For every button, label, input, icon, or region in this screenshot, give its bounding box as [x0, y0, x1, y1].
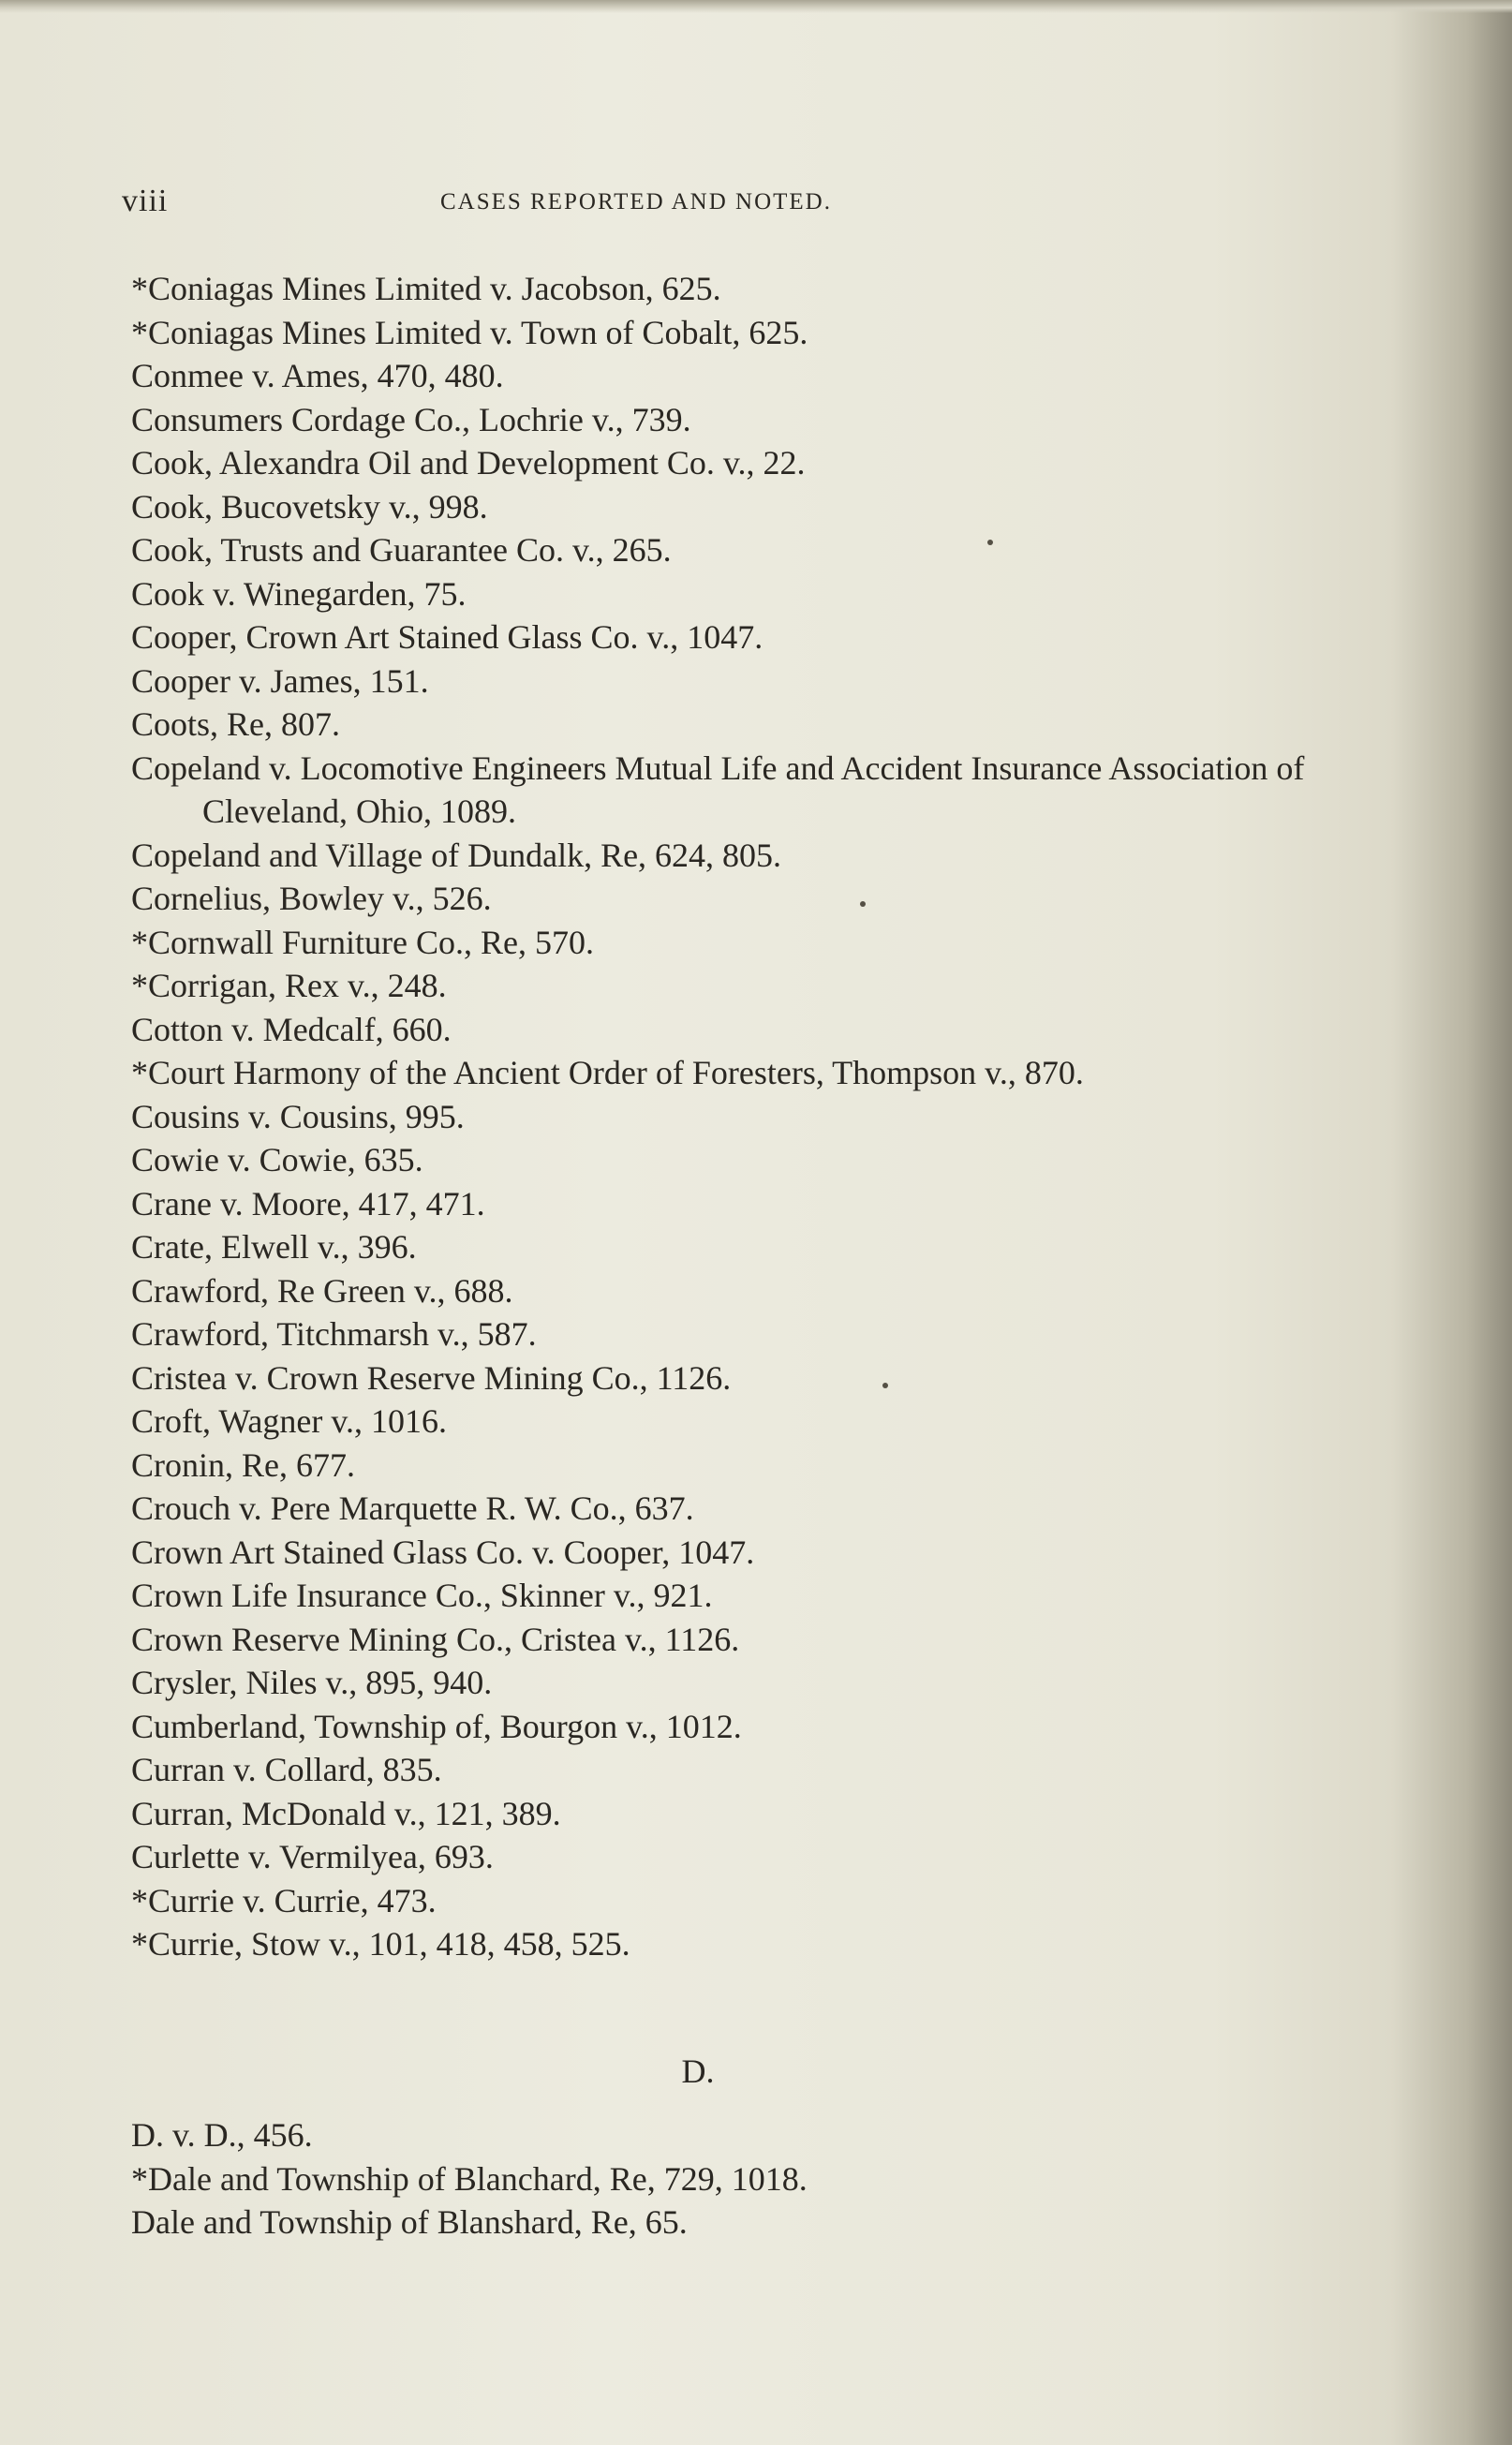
case-list: [131, 267, 1305, 1966]
case-entry: *Currie v. Currie, 473.: [131, 1881, 437, 1919]
running-head: CASES REPORTED AND NOTED.: [440, 189, 832, 215]
case-entry: Dale and Township of Blanshard, Re, 65.: [131, 2203, 688, 2241]
case-entry: *Court Harmony of the Ancient Order of Foresters, Thompson v., 870.: [131, 1054, 1084, 1091]
case-entry: Crown Art Stained Glass Co. v. Cooper, 1047.: [131, 1533, 755, 1571]
case-entry: *Currie, Stow v., 101, 418, 458, 525.: [131, 1925, 630, 1963]
case-entry: Cooper, Crown Art Stained Glass Co. v., 1047.: [131, 618, 763, 656]
case-entry: Cooper v. James, 151.: [131, 661, 429, 700]
case-entry: Cook, Alexandra Oil and Development Co. v., 22.: [131, 444, 806, 482]
case-entry: Cowie v. Cowie, 635.: [131, 1141, 423, 1178]
ink-speck: [860, 901, 866, 907]
case-entry: Crysler, Niles v., 895, 940.: [131, 1664, 493, 1701]
case-entry: *Corrigan, Rex v., 248.: [131, 967, 447, 1004]
section-d: [131, 2050, 1255, 2245]
case-entry: Crawford, Re Green v., 688.: [131, 1271, 513, 1310]
case-entry: Croft, Wagner v., 1016.: [131, 1402, 448, 1440]
case-entry: Cornelius, Bowley v., 526.: [131, 880, 492, 917]
case-entry: Crawford, Titchmarsh v., 587.: [131, 1315, 537, 1353]
case-entry: Cronin, Re, 677.: [131, 1445, 355, 1484]
case-entry: Cotton v. Medcalf, 660.: [131, 1010, 452, 1048]
page-header: [122, 184, 1246, 230]
case-entry: D. v. D., 456.: [131, 2116, 313, 2154]
case-entry: Cousins v. Cousins, 995.: [131, 1097, 465, 1135]
case-entry: Cristea v. Crown Reserve Mining Co., 1126.: [131, 1358, 732, 1397]
case-entry: Cumberland, Township of, Bourgon v., 1012.: [131, 1707, 742, 1745]
case-entry: *Coniagas Mines Limited v. Jacobson, 625.: [131, 270, 721, 307]
case-entry: Crown Reserve Mining Co., Cristea v., 1126.: [131, 1620, 740, 1658]
case-entry: Coots, Re, 807.: [131, 705, 341, 743]
case-entry: Consumers Cordage Co., Lochrie v., 739.: [131, 400, 691, 438]
case-entry: Copeland v. Locomotive Engineers Mutual Life and Accident Insurance Association of Cleveland, Ohio, 1089.: [131, 748, 1305, 830]
page-number: viii: [122, 184, 169, 218]
section-heading: D.: [681, 2052, 715, 2090]
ink-speck: [987, 540, 993, 545]
case-entry: Cook v. Winegarden, 75.: [131, 574, 467, 613]
case-entry: Conmee v. Ames, 470, 480.: [131, 357, 504, 394]
case-entry: Curran, McDonald v., 121, 389.: [131, 1794, 561, 1832]
case-entry: Crane v. Moore, 417, 471.: [131, 1184, 485, 1222]
case-entry: *Dale and Township of Blanchard, Re, 729, 1018.: [131, 2159, 808, 2198]
case-entry: Curlette v. Vermilyea, 693.: [131, 1838, 494, 1875]
case-entry: Crate, Elwell v., 396.: [131, 1228, 417, 1266]
case-entry: Curran v. Collard, 835.: [131, 1751, 442, 1788]
case-entry: Cook, Trusts and Guarantee Co. v., 265.: [131, 531, 672, 569]
case-entry: Crouch v. Pere Marquette R. W. Co., 637.: [131, 1489, 694, 1527]
case-entry: *Coniagas Mines Limited v. Town of Cobalt, 625.: [131, 313, 808, 351]
ink-speck: [882, 1383, 888, 1388]
case-entry: Crown Life Insurance Co., Skinner v., 921.: [131, 1577, 713, 1614]
page-top-edge: [0, 0, 1512, 13]
case-entry: Cook, Bucovetsky v., 998.: [131, 487, 488, 526]
case-entry: Copeland and Village of Dundalk, Re, 624, 805.: [131, 836, 782, 874]
case-entry: *Cornwall Furniture Co., Re, 570.: [131, 923, 594, 961]
